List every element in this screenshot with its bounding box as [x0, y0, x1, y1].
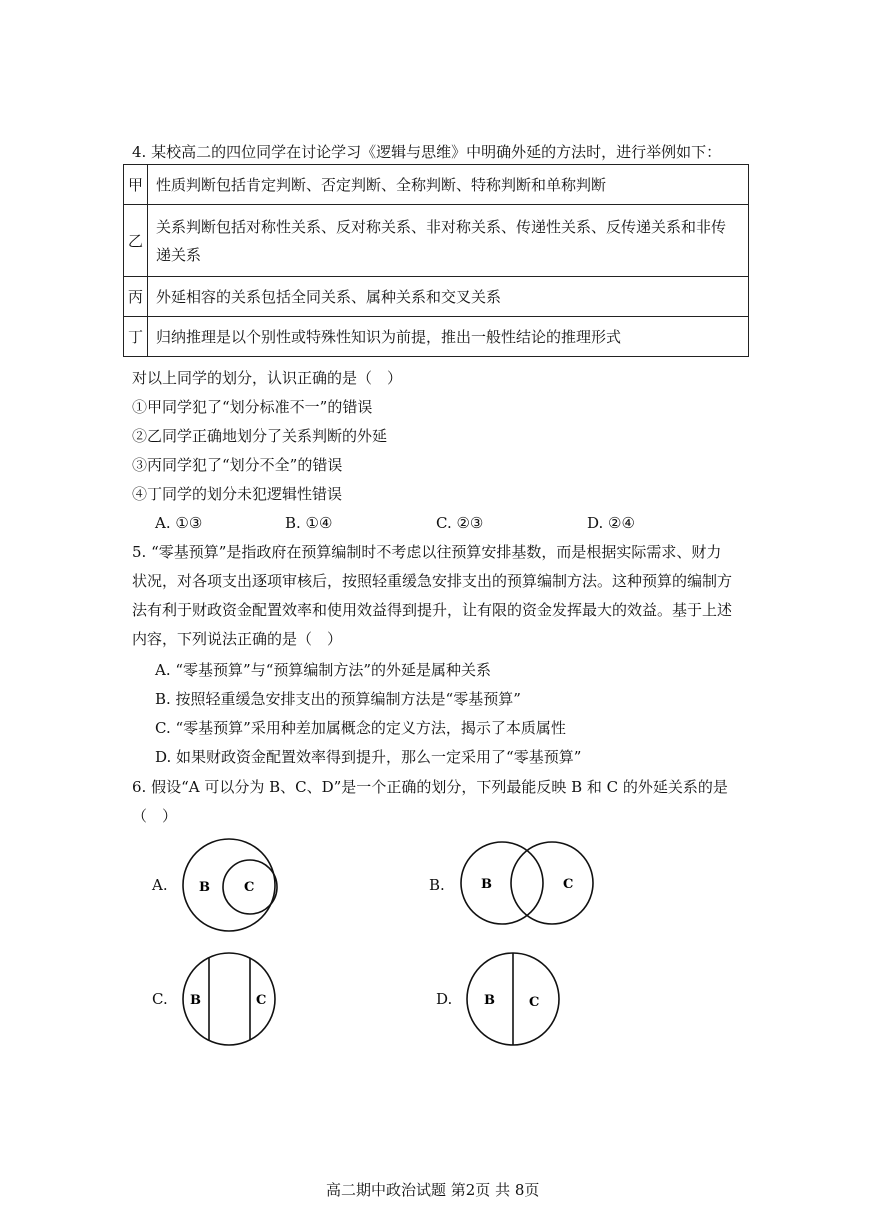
- q4-question: 对以上同学的划分，认识正确的是（ ）: [132, 369, 403, 387]
- page-footer: 高二期中政治试题 第2页 共 8页: [326, 1181, 540, 1199]
- q4-option-b: B. ①④: [285, 514, 333, 532]
- figure-b-diagram: [458, 840, 610, 926]
- label-c: C: [563, 877, 574, 892]
- row-text-line: 递关系: [156, 245, 202, 264]
- row-tag: 乙: [124, 205, 148, 277]
- label-b: B: [199, 880, 210, 895]
- q5-line-3: 法有利于财政资金配置效率和使用效益得到提升，让有限的资金发挥最大的效益。基于上述: [132, 601, 733, 619]
- figure-a-diagram: [180, 838, 284, 932]
- row-tag: 丙: [124, 277, 148, 317]
- q6-line-2: （ ）: [132, 807, 178, 825]
- label-c: C: [256, 993, 267, 1008]
- row-text-line: 关系判断包括对称性关系、反对称关系、非对称关系、传递性关系、反传递关系和非传: [156, 217, 727, 236]
- figure-d-label: D.: [436, 990, 453, 1008]
- figure-c-label: C.: [152, 990, 168, 1008]
- q4-item-4: ④丁同学的划分未犯逻辑性错误: [132, 485, 343, 503]
- label-c: C: [244, 880, 255, 895]
- q4-table: [123, 164, 749, 357]
- q6-line-1: 6. 假设“A 可以分为 B、C、D”是一个正确的划分，下列最能反映 B 和 C 的外延关系的是: [132, 778, 728, 796]
- table-row: [124, 205, 749, 277]
- q5-option-b: B. 按照轻重缓急安排支出的预算编制方法是“零基预算”: [155, 690, 521, 708]
- row-text: 性质判断包括肯定判断、否定判断、全称判断、特称判断和单称判断: [148, 165, 749, 205]
- label-b: B: [190, 993, 201, 1008]
- circle-b-outer: [183, 839, 275, 931]
- q4-option-d: D. ②④: [587, 514, 635, 532]
- q4-stem: 4. 某校高二的四位同学在讨论学习《逻辑与思维》中明确外延的方法时，进行举例如下：: [132, 143, 722, 161]
- row-text: 归纳推理是以个别性或特殊性知识为前提，推出一般性结论的推理形式: [148, 317, 749, 357]
- row-tag: 甲: [124, 165, 148, 205]
- table-row: [124, 317, 749, 357]
- q5-option-a: A. “零基预算”与“预算编制方法”的外延是属种关系: [155, 661, 492, 679]
- circle-c: [511, 842, 593, 924]
- figure-d-diagram: [464, 952, 564, 1046]
- q5-line-4: 内容，下列说法正确的是（ ）: [132, 630, 343, 648]
- table-row: [124, 277, 749, 317]
- q4-option-a: A. ①③: [155, 514, 203, 532]
- label-b: B: [484, 993, 495, 1008]
- q4-item-2: ②乙同学正确地划分了关系判断的外延: [132, 427, 388, 445]
- row-text: [148, 205, 749, 277]
- q5-line-2: 状况，对各项支出逐项审核后，按照轻重缓急安排支出的预算编制方法。这种预算的编制方: [132, 572, 733, 590]
- figure-a-label: A.: [152, 876, 168, 894]
- label-b: B: [481, 877, 492, 892]
- q5-line-1: 5. “零基预算”是指政府在预算编制时不考虑以往预算安排基数，而是根据实际需求、财力: [132, 543, 722, 561]
- row-text: 外延相容的关系包括全同关系、属种关系和交叉关系: [148, 277, 749, 317]
- table-row: [124, 165, 749, 205]
- figure-c-diagram: [178, 952, 282, 1046]
- q5-option-c: C. “零基预算”采用种差加属概念的定义方法，揭示了本质属性: [155, 719, 566, 737]
- q4-item-3: ③丙同学犯了“划分不全”的错误: [132, 456, 343, 474]
- q5-option-d: D. 如果财政资金配置效率得到提升，那么一定采用了“零基预算”: [155, 748, 582, 766]
- q4-option-c: C. ②③: [436, 514, 484, 532]
- q4-item-1: ①甲同学犯了“划分标准不一”的错误: [132, 398, 373, 416]
- circle-b: [461, 842, 543, 924]
- row-tag: 丁: [124, 317, 148, 357]
- figure-b-label: B.: [429, 876, 445, 894]
- label-c: C: [529, 995, 540, 1010]
